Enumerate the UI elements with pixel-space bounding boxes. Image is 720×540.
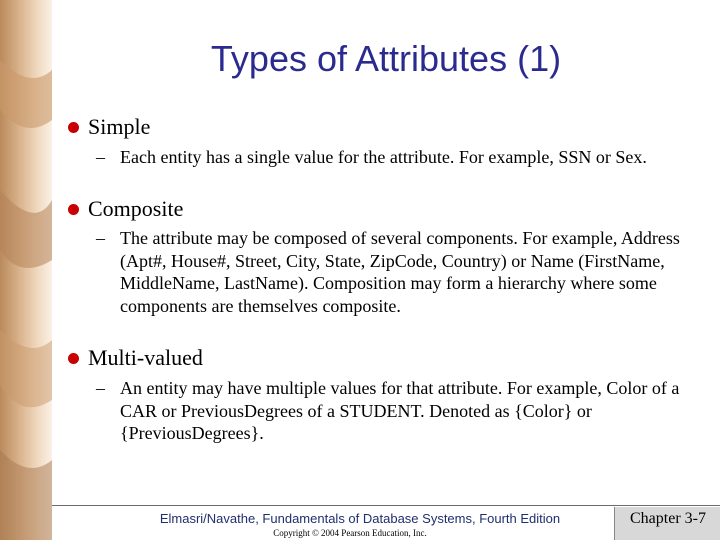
footer-divider [52,505,720,506]
dash-icon: – [96,378,105,398]
sub-bullet-simple [96,146,696,169]
bullet-composite [68,196,183,222]
bullet-label: Simple [88,114,151,139]
sub-bullet-composite [96,227,696,317]
slide-title: Types of Attributes (1) [210,38,562,79]
bullet-label: Multi-valued [88,345,203,370]
sub-bullet-multi-valued [96,377,696,445]
footer-citation: Elmasri/Navathe, Fundamentals of Database Systems, Fourth Edition [159,511,561,526]
sub-bullet-text: The attribute may be composed of several components. For example, Address (Apt#, House#, Street, City, State, ZipCode, Country) or Name (FirstName, MiddleName, LastName). Composition may form a hierarchy where some components are themselves composite. [120,228,680,316]
sub-bullet-text: Each entity has a single value for the attribute. For example, SSN or Sex. [120,147,647,167]
bullet-multi-valued [68,345,203,371]
dash-icon: – [96,228,105,248]
bullet-dot-icon [68,122,79,133]
dash-icon: – [96,147,105,167]
sub-bullet-text: An entity may have multiple values for that attribute. For example, Color of a CAR or PreviousDegrees of a STUDENT. Denoted as {Color} or {PreviousDegrees}. [120,378,680,443]
sand-dune-image [0,0,52,540]
bullet-dot-icon [68,204,79,215]
bullet-label: Composite [88,196,184,221]
footer-copyright: Copyright © 2004 Pearson Education, Inc. [273,528,427,538]
chapter-badge: Chapter 3-7 [614,507,720,540]
bullet-dot-icon [68,353,79,364]
bullet-simple [68,114,150,140]
decorative-sidebar [0,0,52,540]
